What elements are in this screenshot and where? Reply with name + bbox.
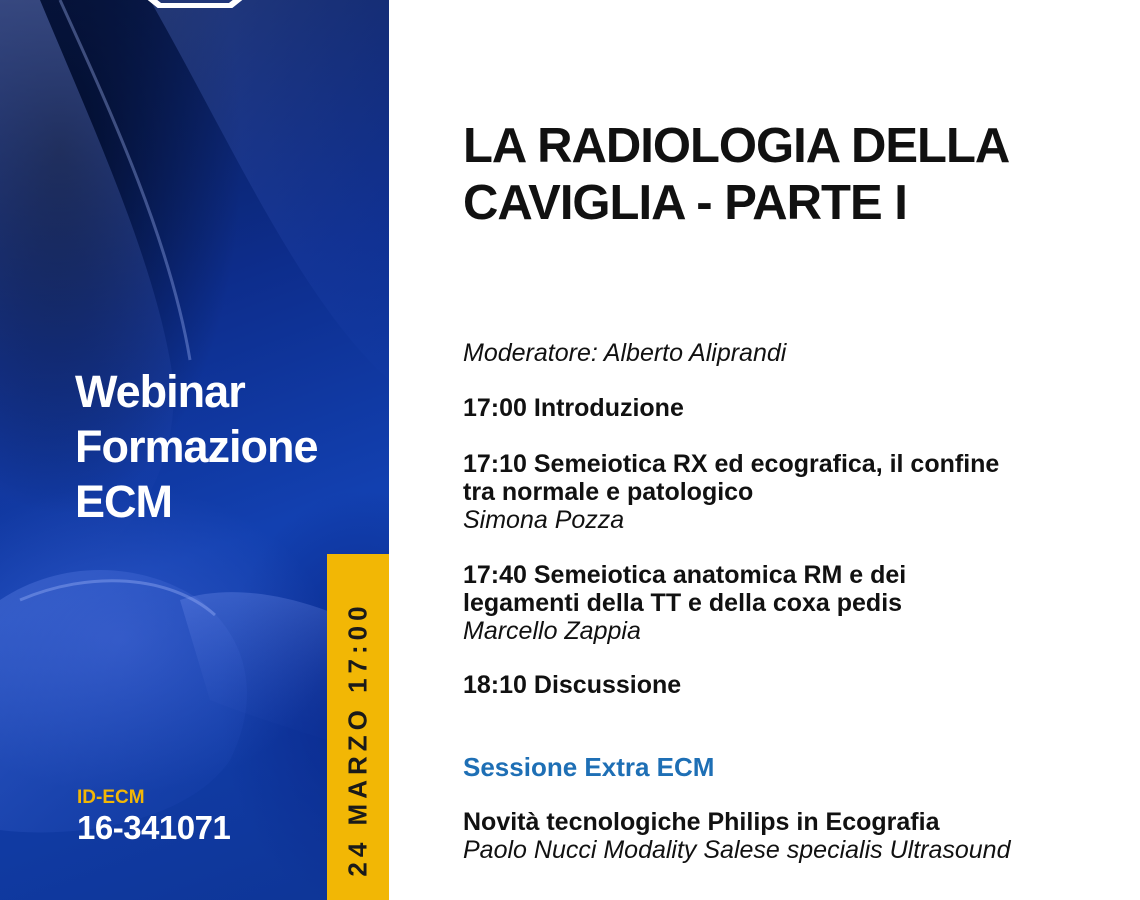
program-item-title: 17:10 Semeiotica RX ed ecografica, il confine [463, 450, 1000, 478]
webinar-title-line: ECM [75, 476, 172, 527]
program-item [463, 671, 1103, 699]
program-item [463, 394, 1103, 422]
extra-session-item [463, 808, 1103, 864]
program-item [463, 450, 1103, 534]
program-item-title: 18:10 Discussione [463, 671, 682, 699]
program-item-speaker: Simona Pozza [463, 506, 625, 534]
program-item [463, 561, 1103, 645]
page-title [463, 118, 1009, 232]
program-item-title: tra normale e patologico [463, 478, 754, 506]
webinar-title-line: Webinar [75, 366, 245, 417]
program-item-title: 17:40 Semeiotica anatomica RM e dei [463, 561, 907, 589]
id-ecm-value: 16-341071 [77, 809, 231, 846]
left-panel [0, 0, 389, 900]
date-banner [327, 554, 389, 900]
extra-session-title: Novità tecnologiche Philips in Ecografia [463, 808, 940, 836]
logo-icon [130, 0, 260, 8]
webinar-title-line: Formazione [75, 421, 318, 472]
page-title-line: LA RADIOLOGIA DELLA [463, 119, 1010, 173]
extra-session-label: Sessione Extra ECM [463, 752, 715, 782]
program-item-title: 17:00 Introduzione [463, 394, 684, 422]
id-ecm-label: ID-ECM [77, 787, 145, 808]
page-title-line: CAVIGLIA - PARTE I [463, 176, 907, 230]
date-banner-text: 24 MARZO 17:00 [342, 601, 373, 877]
program-item-title: legamenti della TT e della coxa pedis [463, 589, 903, 617]
moderator-line: Moderatore: Alberto Aliprandi [463, 339, 787, 367]
extra-session-speaker: Paolo Nucci Modality Salese specialis Ultrasound [463, 836, 1011, 864]
webinar-title [75, 364, 318, 529]
program-item-speaker: Marcello Zappia [463, 617, 641, 645]
